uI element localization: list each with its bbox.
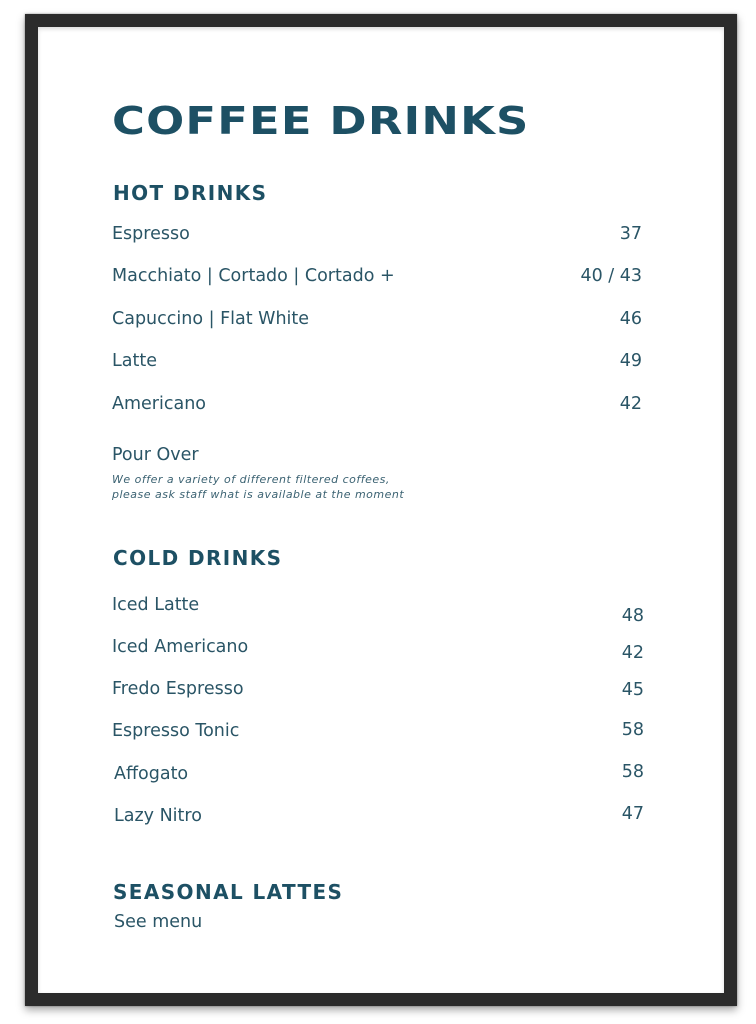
item-price: 58	[621, 762, 644, 782]
seasonal-lattes-heading: SEASONAL LATTES	[113, 880, 344, 904]
item-price: 47	[621, 804, 644, 824]
seasonal-note: See menu	[114, 912, 203, 932]
pour-over-note	[112, 472, 404, 502]
item-price: 46	[619, 309, 642, 329]
hot-drinks-heading: HOT DRINKS	[113, 181, 268, 205]
item-name: Espresso	[112, 224, 190, 244]
item-price: 48	[621, 606, 644, 626]
item-name: Lazy Nitro	[114, 806, 202, 826]
item-name: Pour Over	[112, 445, 199, 465]
cold-drinks-heading: COLD DRINKS	[113, 546, 283, 570]
item-price: 58	[621, 720, 644, 740]
item-name: Americano	[112, 394, 206, 414]
note-line: please ask staff what is available at the moment	[112, 488, 405, 501]
item-name: Latte	[112, 351, 157, 371]
item-price: 40 / 43	[580, 266, 642, 286]
item-name: Fredo Espresso	[112, 679, 244, 699]
item-price: 42	[619, 394, 642, 414]
note-line: We offer a variety of different filtered coffees,	[112, 473, 390, 486]
item-name: Macchiato | Cortado | Cortado +	[112, 266, 395, 286]
item-name: Capuccino | Flat White	[112, 309, 310, 329]
item-name: Espresso Tonic	[112, 721, 240, 741]
item-price: 45	[621, 680, 644, 700]
menu-title: COFFEE DRINKS	[112, 99, 530, 143]
item-name: Affogato	[114, 764, 189, 784]
item-name: Iced Americano	[112, 637, 249, 657]
item-price: 37	[619, 224, 642, 244]
item-name: Iced Latte	[112, 595, 200, 615]
item-price: 49	[619, 351, 642, 371]
item-price: 42	[621, 643, 644, 663]
